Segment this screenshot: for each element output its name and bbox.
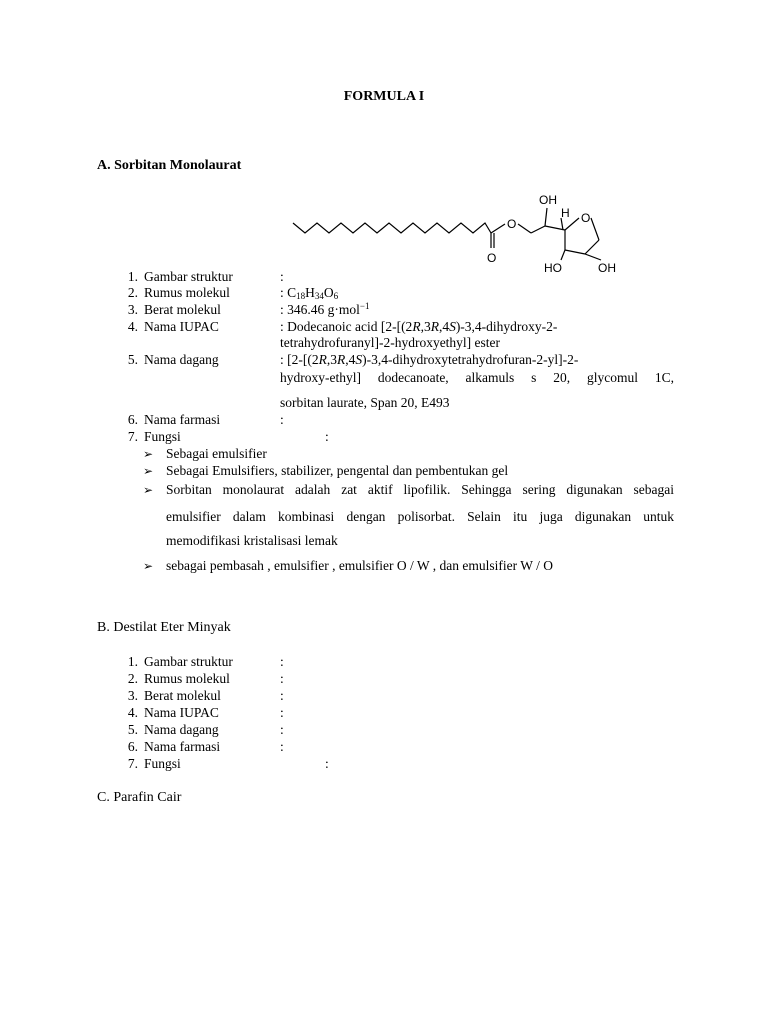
chemical-structure-image bbox=[285, 190, 625, 280]
list-item-label: Nama IUPAC bbox=[144, 705, 219, 720]
list-item-number: 4. bbox=[127, 705, 138, 720]
bullet-arrow-icon: ➢ bbox=[143, 483, 154, 497]
list-item-number: 5. bbox=[127, 352, 138, 367]
h-label: H bbox=[561, 206, 570, 220]
list-item-separator: : bbox=[325, 756, 329, 771]
list-item-number: 2. bbox=[127, 285, 138, 300]
list-item-number: 4. bbox=[127, 319, 138, 334]
carbonyl-oxygen-label: O bbox=[487, 251, 497, 265]
list-item-number: 5. bbox=[127, 722, 138, 737]
ho-left-label: HO bbox=[544, 261, 562, 275]
iupac-name-line1: : Dodecanoic acid [2-[(2R,3R,4S)-3,4-dihydroxy-2- bbox=[280, 319, 558, 334]
section-a-heading: A. Sorbitan Monolaurat bbox=[97, 158, 242, 173]
list-item-label: Rumus molekul bbox=[144, 285, 230, 300]
list-item-label: Nama farmasi bbox=[144, 739, 221, 754]
trade-name-line1: : [2-[(2R,3R,4S)-3,4-dihydroxytetrahydrofuran-2-yl]-2- bbox=[280, 352, 579, 367]
bullet-arrow-icon: ➢ bbox=[143, 447, 154, 461]
list-item-label: Gambar struktur bbox=[144, 654, 233, 669]
ester-oxygen-label: O bbox=[507, 217, 517, 231]
trade-name-line3: sorbitan laurate, Span 20, E493 bbox=[280, 395, 450, 410]
list-item-label: Berat molekul bbox=[144, 688, 221, 703]
bullet-item: Sebagai emulsifier bbox=[166, 446, 267, 461]
list-item-label: Rumus molekul bbox=[144, 671, 230, 686]
list-item-separator: : bbox=[280, 688, 284, 703]
list-item-number: 3. bbox=[127, 302, 138, 317]
bullet-arrow-icon: ➢ bbox=[143, 464, 154, 478]
molecular-formula: : $C_{18}H_{34}O_6$ bbox=[280, 285, 339, 301]
list-item-number: 6. bbox=[127, 412, 138, 427]
ring-oxygen-label: O bbox=[581, 211, 591, 225]
list-item-separator: : bbox=[325, 429, 329, 444]
list-item-number: 3. bbox=[127, 688, 138, 703]
iupac-name-line2: tetrahydrofuranyl]-2-hydroxyethyl] ester bbox=[280, 335, 501, 350]
list-item-separator: : bbox=[280, 412, 284, 427]
section-c-heading: C. Parafin Cair bbox=[97, 790, 182, 805]
list-item-separator: : bbox=[280, 654, 284, 669]
list-item-separator: : bbox=[280, 739, 284, 754]
list-item-separator: : bbox=[280, 671, 284, 686]
list-item-number: 7. bbox=[127, 429, 138, 444]
molecular-weight: : 346.46 g·mol$^{-1}$ bbox=[280, 301, 370, 317]
oh-top-label: OH bbox=[539, 193, 557, 207]
bullet-item-continuation: emulsifier dalam kombinasi dengan polisorbat. Selain itu juga digunakan untuk bbox=[166, 509, 674, 524]
bullet-item: Sebagai Emulsifiers, stabilizer, pengental dan pembentukan gel bbox=[166, 463, 509, 478]
oh-right-label: OH bbox=[598, 261, 616, 275]
bullet-item: Sorbitan monolaurat adalah zat aktif lipofilik. Sehingga sering digunakan sebagai bbox=[166, 482, 674, 497]
bullet-arrow-icon: ➢ bbox=[143, 559, 154, 573]
trade-name-line2: hydroxy-ethyl] dodecanoate, alkamuls s 20, glycomul 1C, bbox=[280, 370, 674, 385]
list-item-separator: : bbox=[280, 269, 284, 284]
list-item-label: Nama dagang bbox=[144, 352, 219, 367]
list-item-separator: : bbox=[280, 705, 284, 720]
list-item-label: Fungsi bbox=[144, 756, 181, 771]
list-item-label: Gambar struktur bbox=[144, 269, 233, 284]
list-item-number: 6. bbox=[127, 739, 138, 754]
list-item-label: Nama dagang bbox=[144, 722, 219, 737]
page-title: FORMULA I bbox=[343, 89, 425, 104]
list-item-label: Nama farmasi bbox=[144, 412, 221, 427]
list-item-number: 1. bbox=[127, 654, 138, 669]
bullet-item-continuation: memodifikasi kristalisasi lemak bbox=[166, 533, 338, 548]
list-item-label: Berat molekul bbox=[144, 302, 221, 317]
list-item-label: Fungsi bbox=[144, 429, 181, 444]
bullet-item: sebagai pembasah , emulsifier , emulsifier O / W , dan emulsifier W / O bbox=[166, 558, 554, 573]
list-item-number: 1. bbox=[127, 269, 138, 284]
list-item-separator: : bbox=[280, 722, 284, 737]
section-b-heading: B. Destilat Eter Minyak bbox=[97, 620, 231, 635]
list-item-label: Nama IUPAC bbox=[144, 319, 219, 334]
list-item-number: 2. bbox=[127, 671, 138, 686]
list-item-number: 7. bbox=[127, 756, 138, 771]
